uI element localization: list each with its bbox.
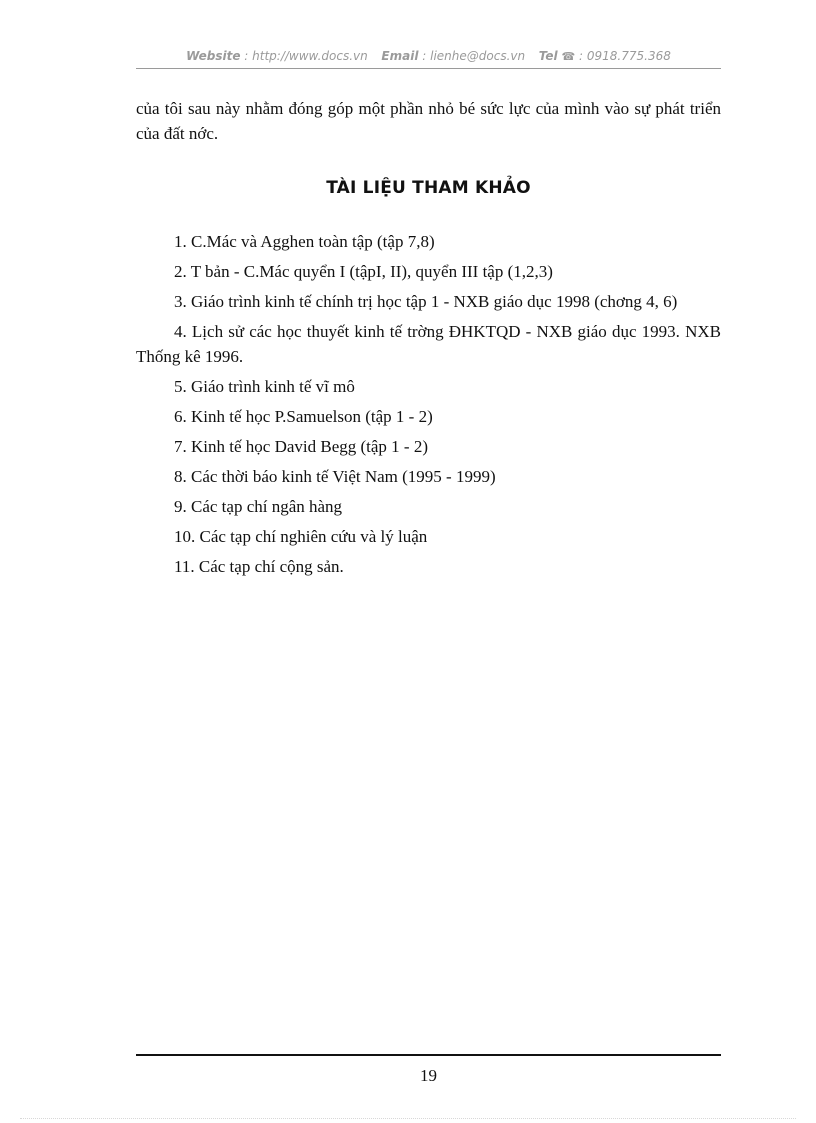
reference-item: 4. Lịch sử các học thuyết kinh tế trờng ĐHKTQD - NXB giáo dục 1993. NXB Thống kê 1996.	[136, 322, 721, 366]
reference-item: 9. Các tạp chí ngân hàng	[174, 497, 343, 516]
website-label: Website	[186, 49, 241, 63]
page-header	[136, 46, 721, 69]
tel-label: Tel	[538, 49, 558, 63]
phone-icon: ☎	[561, 50, 576, 63]
reference-item: 10. Các tạp chí nghiên cứu và lý luận	[174, 527, 428, 546]
reference-item: 1. C.Mác và Agghen toàn tập (tập 7,8)	[174, 232, 435, 251]
reference-item: 8. Các thời báo kinh tế Việt Nam (1995 - 1999)	[174, 467, 496, 486]
intro-paragraph: của tôi sau này nhằm đóng góp một phần nhỏ bé sức lực của mình vào sự phát triển của đất nớc.	[136, 99, 721, 143]
tel-value: : 0918.775.368	[579, 49, 671, 63]
email-label: Email	[381, 49, 419, 63]
footer-divider	[136, 1054, 721, 1056]
email-value: : lienhe@docs.vn	[422, 49, 526, 63]
reference-item: 2. T bản - C.Mác quyển I (tậpI, II), quyển III tập (1,2,3)	[174, 262, 553, 281]
reference-item: 7. Kinh tế học David Begg (tập 1 - 2)	[174, 437, 428, 456]
reference-item: 3. Giáo trình kinh tế chính trị học tập 1 - NXB giáo dục 1998 (chơng 4, 6)	[174, 292, 678, 311]
reference-item: 11. Các tạp chí cộng sản.	[174, 557, 344, 576]
reference-item: 6. Kinh tế học P.Samuelson (tập 1 - 2)	[174, 407, 433, 426]
reference-item: 5. Giáo trình kinh tế vĩ mô	[174, 377, 355, 396]
page-edge-divider	[20, 1118, 796, 1119]
website-value: : http://www.docs.vn	[244, 49, 368, 63]
references-title: TÀI LIỆU THAM KHẢO	[326, 178, 531, 198]
references-list	[136, 229, 721, 584]
page-number: 19	[420, 1066, 437, 1085]
